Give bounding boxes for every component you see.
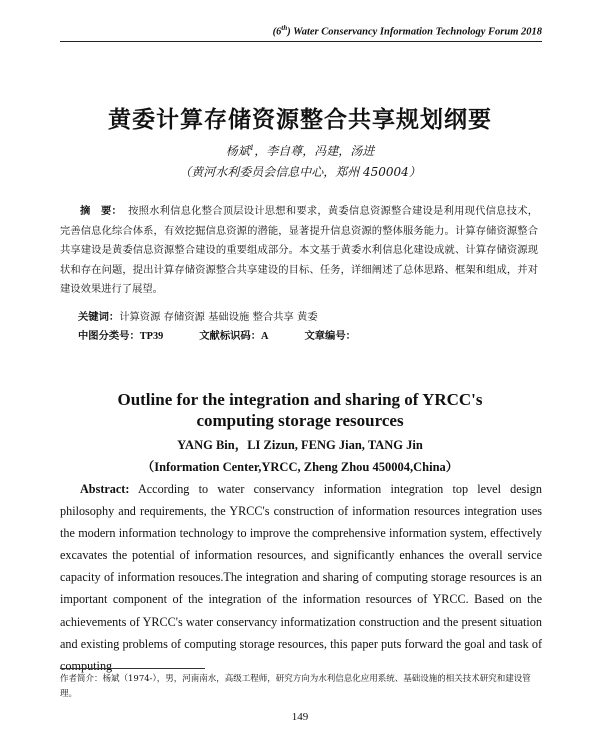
keywords-text: 计算资源 存储资源 基础设施 整合共享 黄委 <box>119 311 318 323</box>
author-footnote: 作者简介：杨斌（1974-），男，河南南水，高级工程师，研究方向为水利信息化应用系统、基础设施的相关技术研究和建设管理。 <box>60 674 531 699</box>
english-authors: YANG Bin，LI Zizun, FENG Jian, TANG Jin <box>177 438 423 452</box>
chinese-title: 黄委计算存储资源整合共享规划纲要 <box>108 106 492 133</box>
english-abstract <box>60 478 542 677</box>
chinese-keywords <box>78 309 538 325</box>
chinese-authors <box>0 142 600 159</box>
english-abstract-text: According to water conservancy information integration top level design philosophy and requirements, the YRCC's construction of information resources integration uses the modern information technology to improve the comprehensive information system, effectively excavates the potential of information resources, and significantly enhances the overall service capacity of information resouces.The integration and sharing of computing storage resources is an important component of the integration of the information resources of YRCC. Based on the achievements of YRCC's water conservancy informatization construction and the present situation and existing problems of computing storage resources, this paper puts forward the goal and task of computing <box>60 482 542 673</box>
article-number-label: 文章编号： <box>304 330 356 342</box>
doc-code-label: 文献标识码： <box>199 330 262 342</box>
forum-name: Water Conservancy Information Technology Forum 2018 <box>293 26 542 38</box>
doc-code-value: A <box>261 331 269 342</box>
first-author: 杨斌 <box>225 144 250 158</box>
footnote-divider <box>60 668 205 669</box>
english-title-line-2: computing storage resources <box>196 411 404 430</box>
coauthors: ，李自尊，冯建，汤进 <box>254 144 375 158</box>
keywords-label: 关键词： <box>78 311 120 323</box>
edition-suffix: th <box>281 24 288 32</box>
english-title-line-1: Outline for the integration and sharing of YRCC's <box>117 390 483 409</box>
chinese-abstract-label: 摘 要： <box>80 205 123 217</box>
english-abstract-label: Abstract: <box>80 482 130 496</box>
edition-number: 6 <box>276 26 282 38</box>
chinese-abstract-text: 按照水利信息化整合顶层设计思想和要求，黄委信息资源整合建设是利用现代信息技术，完善信息化综合体系，有效挖掘信息资源的潜能，显著提升信息资源的整体服务能力。计算存储资源整合共享建设是黄委信息资源整合建设的重要组成部分。本文基于黄委水利信息化建设成就、计算存储资源现状和存在问题，提出计算存储资源整合共享建设的目标、任务，详细阐述了总体思路、框架和组成，并对建设效果进行了展望。 <box>60 205 539 295</box>
clc-value: TP39 <box>139 331 164 342</box>
chinese-abstract <box>60 202 538 300</box>
page-number: 149 <box>291 711 309 723</box>
running-header: (6th) Water Conservancy Information Technology Forum 2018 <box>60 24 542 42</box>
author-footnote-mark: 1 <box>249 144 255 152</box>
chinese-affiliation: （黄河水利委员会信息中心，郑州 450004） <box>179 165 421 179</box>
english-title <box>0 389 600 431</box>
classification-line <box>78 328 538 345</box>
english-affiliation: （Information Center,YRCC, Zheng Zhou 450004,China） <box>141 460 459 474</box>
clc-label: 中图分类号： <box>78 330 140 342</box>
